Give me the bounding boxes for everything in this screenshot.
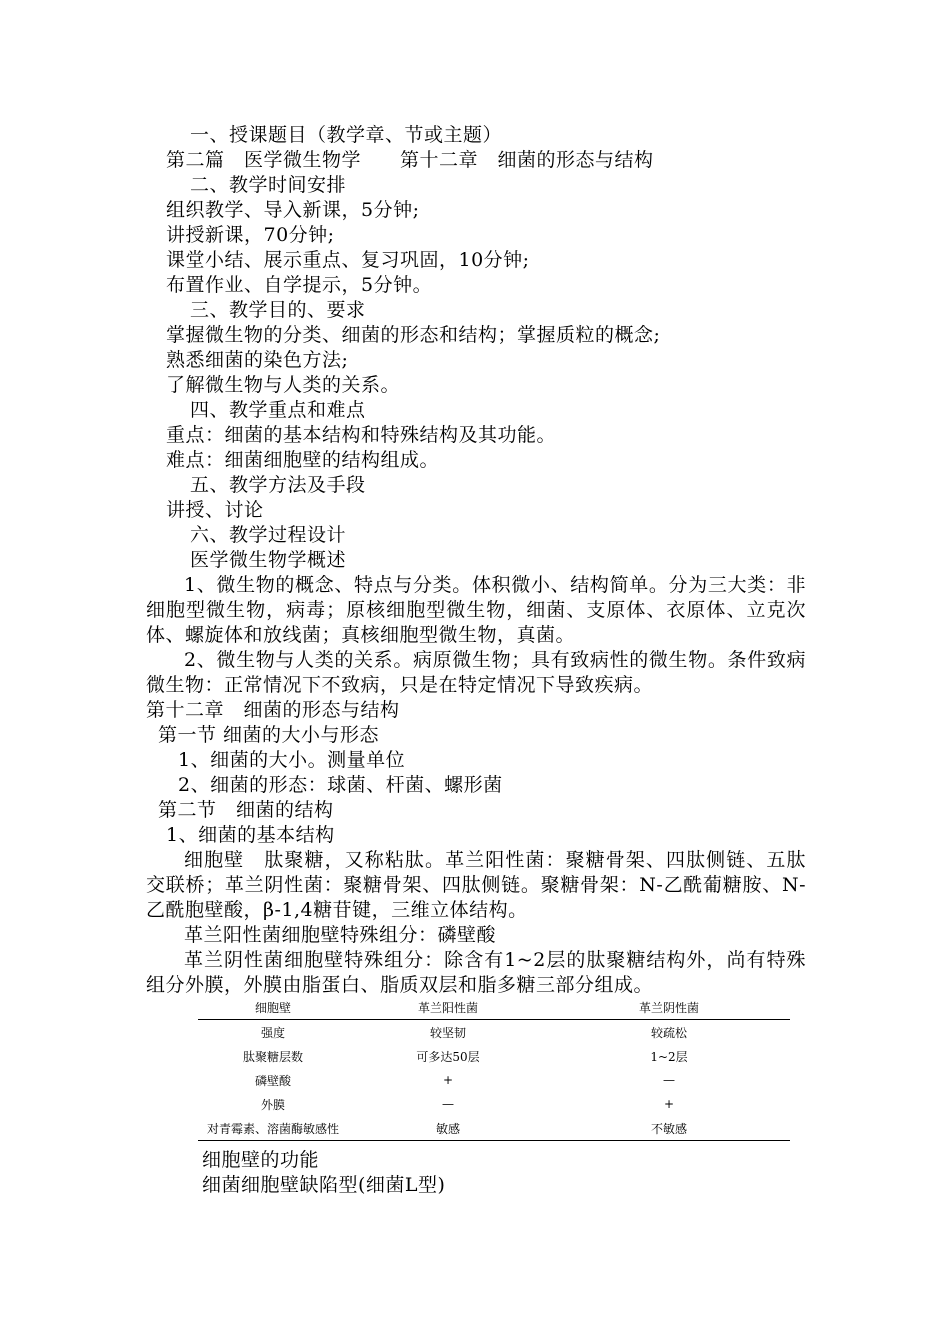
chapter-title: 第十二章 细菌的形态与结构 bbox=[146, 699, 400, 721]
section-heading-6: 六、教学过程设计 bbox=[190, 524, 347, 546]
table-header-row bbox=[198, 995, 790, 1020]
objective-item: 掌握微生物的分类、细菌的形态和结构；掌握质粒的概念; bbox=[166, 324, 661, 346]
table-cell: 强度 bbox=[260, 1025, 285, 1040]
schedule-item: 讲授新课，70分钟; bbox=[166, 224, 335, 246]
subsection-title: 医学微生物学概述 bbox=[190, 549, 347, 571]
table-cell: 较疏松 bbox=[650, 1025, 687, 1040]
schedule-item: 组织教学、导入新课，5分钟; bbox=[166, 199, 420, 221]
section-heading-5: 五、教学方法及手段 bbox=[190, 474, 366, 496]
section-title-1: 第一节 细菌的大小与形态 bbox=[158, 724, 380, 746]
section-heading-2: 二、教学时间安排 bbox=[190, 174, 347, 196]
paragraph-cell-wall: 细胞壁 肽聚糖，又称粘肽。革兰阳性菌：聚糖骨架、四肽侧链、五肽交联桥；革兰阴性菌：聚糖骨架、四肽侧链。聚糖骨架：N-乙酰葡糖胺、N-乙酰胞壁酸，β-1,4糖苷键，三维立体结构。 bbox=[146, 849, 806, 921]
table-row bbox=[198, 1044, 790, 1068]
cell-wall-comparison-table bbox=[198, 995, 790, 1141]
table-row bbox=[198, 1068, 790, 1092]
paragraph-gram-positive: 革兰阳性菌细胞壁特殊组分：磷壁酸 bbox=[184, 924, 497, 946]
list-item: 2、细菌的形态：球菌、杆菌、螺形菌 bbox=[178, 774, 503, 796]
list-item: 1、细菌的大小。测量单位 bbox=[178, 749, 406, 771]
paragraph-classification: 1、微生物的概念、特点与分类。体积微小、结构简单。分为三大类：非细胞型微生物，病毒；原核细胞型微生物，细菌、支原体、衣原体、立克次体、螺旋体和放线菌；真核细胞型微生物，真菌。 bbox=[146, 574, 806, 646]
table-header: 革兰阴性菌 bbox=[548, 995, 790, 1020]
subtopic-title: 细菌细胞壁缺陷型(细菌L型) bbox=[202, 1174, 446, 1196]
table-cell: 磷壁酸 bbox=[254, 1073, 291, 1088]
table-cell: 敏感 bbox=[348, 1116, 548, 1141]
schedule-item: 课堂小结、展示重点、复习巩固，10分钟; bbox=[166, 249, 530, 271]
paragraph-relation: 2、微生物与人类的关系。病原微生物；具有致病性的微生物。条件致病微生物：正常情况下不致病，只是在特定情况下导致疾病。 bbox=[146, 649, 806, 696]
table-header: 细胞壁 bbox=[198, 995, 348, 1020]
section-heading-4: 四、教学重点和难点 bbox=[190, 399, 366, 421]
objective-item: 了解微生物与人类的关系。 bbox=[166, 374, 401, 396]
method-text: 讲授、讨论 bbox=[166, 499, 264, 521]
section-heading-3: 三、教学目的、要求 bbox=[190, 299, 366, 321]
section-heading-1: 一、授课题目（教学章、节或主题） bbox=[190, 124, 503, 146]
table-cell: + bbox=[442, 1073, 454, 1087]
course-title: 第二篇 医学微生物学 第十二章 细菌的形态与结构 bbox=[166, 149, 654, 171]
table-cell: 1~2层 bbox=[650, 1049, 688, 1064]
table-cell: + bbox=[663, 1097, 675, 1111]
table-cell: 对青霉素、溶菌酶敏感性 bbox=[198, 1116, 348, 1141]
table-cell: 外膜 bbox=[260, 1097, 285, 1112]
key-point: 重点：细菌的基本结构和特殊结构及其功能。 bbox=[166, 424, 557, 446]
list-item: 1、细菌的基本结构 bbox=[166, 824, 335, 846]
schedule-item: 布置作业、自学提示，5分钟。 bbox=[166, 274, 433, 296]
table-cell: — bbox=[663, 1073, 675, 1087]
table-cell: 较坚韧 bbox=[429, 1025, 466, 1040]
table-cell: 肽聚糖层数 bbox=[242, 1049, 303, 1064]
objective-item: 熟悉细菌的染色方法; bbox=[166, 349, 349, 371]
section-title-2: 第二节 细菌的结构 bbox=[158, 799, 334, 821]
paragraph-gram-negative: 革兰阴性菌细胞壁特殊组分：除含有1~2层的肽聚糖结构外，尚有特殊组分外膜，外膜由脂蛋白、脂质双层和脂多糖三部分组成。 bbox=[146, 949, 806, 996]
table-header: 革兰阳性菌 bbox=[348, 995, 548, 1020]
table-row bbox=[198, 1092, 790, 1116]
table-cell: 可多达50层 bbox=[416, 1049, 480, 1064]
table-row bbox=[198, 1116, 790, 1141]
table-cell: 不敏感 bbox=[548, 1116, 790, 1141]
table-cell: — bbox=[442, 1097, 454, 1111]
subtopic-title: 细胞壁的功能 bbox=[202, 1149, 320, 1171]
table-row bbox=[198, 1020, 790, 1045]
difficult-point: 难点：细菌细胞壁的结构组成。 bbox=[166, 449, 440, 471]
